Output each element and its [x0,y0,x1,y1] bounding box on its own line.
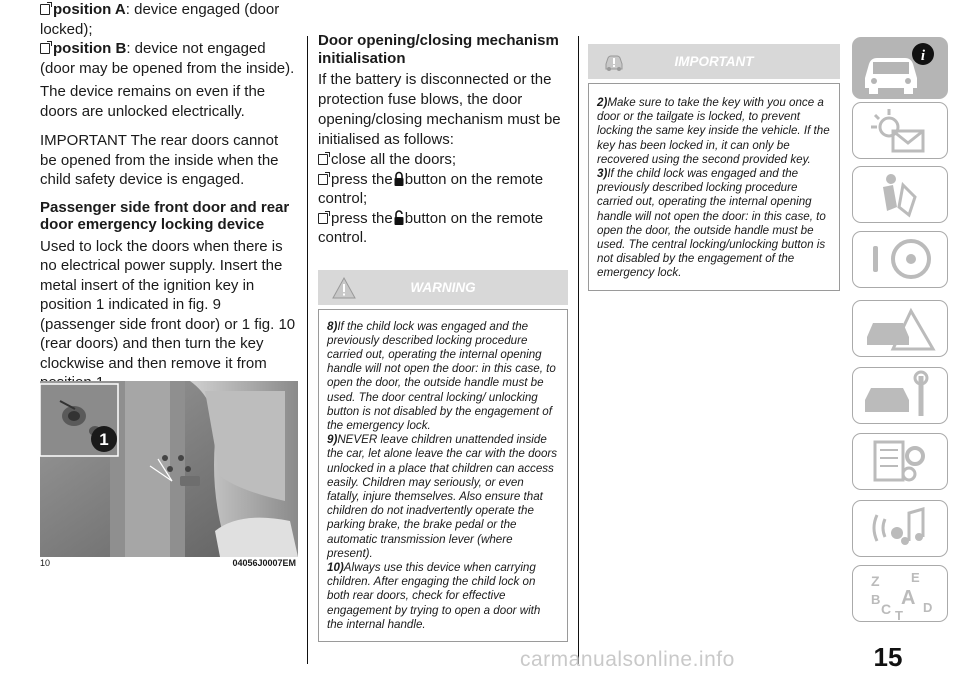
svg-text:C: C [881,601,892,617]
bullet-icon [318,213,328,224]
technical-data-icon [853,434,946,488]
bullet-icon [318,154,328,165]
tab-warning-lights[interactable] [852,102,948,159]
important-item-3: 3)If the child lock was engaged and the previously described locking procedure carried out, operating the internal opening handle will not open the door: in this case, to open the door, the outside handle must be used. The central locking/unlocking button is not disabled by the engagement of the emergency lock. [597,167,826,280]
important-box-header [588,44,840,79]
warning-box-body [318,309,568,642]
svg-text:i: i [920,48,926,64]
warning-box-header [318,270,568,305]
paragraph-device-remains: The device remains on even if the doors are unlocked electrically. [40,83,266,120]
tab-technical-data[interactable] [852,433,948,490]
column-divider [578,36,579,664]
figure-number: 10 [40,558,51,568]
steering-wheel-icon [853,232,946,286]
figure-door-lock-photo [40,381,298,557]
paragraph-important-rear-doors: IMPORTANT The rear doors cannot be opened from the inside when the child safety device is engaged. [40,132,279,188]
important-item-2: 2)Make sure to take the key with you once a door or the tailgate is locked, to prevent locking the same key inside the vehicle. If the key has been locked in, it can only be recovered using the second provided key. [597,96,830,166]
emergency-icon [853,301,946,355]
column-divider [307,36,308,664]
warning-item-9: 9)NEVER leave children unattended inside the car, let alone leave the car with the doors unlocked in a place that children can access easily. Children may seriously, or even fatally, injure themselves. Also ensure that children do not inadvertently operate the parking brake, the brake pedal or the automatic transmission lever (where present). [327,433,558,560]
car-warning-icon [602,50,626,74]
figure-callout-number: 1 [99,430,109,449]
step-close-doors: close all the doors; [318,150,568,170]
important-title: IMPORTANT [674,54,754,69]
section-heading-emergency-lock: Passenger side front door and rear door emergency locking device [40,198,290,233]
warning-lights-icon [853,103,946,157]
right-column [588,0,840,291]
svg-text:A: A [901,587,916,609]
svg-text:T: T [895,608,903,622]
tab-maintenance[interactable] [852,367,948,424]
unlock-icon [394,210,404,226]
safety-seat-icon [853,167,946,221]
alphabetical-index-icon [853,566,946,622]
tab-safety[interactable] [852,166,948,223]
bullet-icon [40,43,50,54]
tab-emergency[interactable] [852,300,948,357]
watermark: carmanualsonline.info [520,648,735,671]
bullet-icon [40,4,50,15]
warning-triangle-icon [332,276,356,300]
step-press-unlock: press the button on the remote control. [318,209,544,246]
paragraph-initialisation-intro: If the battery is disconnected or the protection fuse blows, the door opening/closing mechanism must be initialised as follows: [318,71,561,148]
multimedia-icon [853,501,946,555]
page-number: 15 [873,642,903,672]
important-box-body [588,83,840,291]
svg-text:B: B [871,592,881,607]
tab-index[interactable] [852,565,948,622]
step-press-lock: press the button on the remote control; [318,170,544,207]
figure-code: 04056J0007EM [232,558,296,568]
warning-title: WARNING [410,279,476,295]
bullet-position-b: position B: device not engaged (door may be opened from the inside). [40,40,295,77]
left-column [40,0,298,568]
warning-item-10: 10)Always use this device when carrying children. After engaging the child lock on both rear doors, check for effective engagement by trying to open a door with the internal handle. [327,560,541,631]
middle-column [318,0,568,642]
warning-item-8: 8)If the child lock was engaged and the previously described locking procedure carried out, operating the internal opening handle will not open the door: in this case, to open the door, the outside handle must be used. The door central locking/ unlocking button is not disabled by the engagement of the emergency lock. [327,319,556,432]
bullet-icon [318,174,328,185]
tab-getting-to-know-car[interactable] [852,37,948,99]
car-info-icon [853,38,946,98]
section-heading-initialisation: Door opening/closing mechanism initialisation [318,32,559,67]
svg-text:E: E [911,570,920,585]
lock-icon [394,171,404,187]
bullet-position-a: position A: device engaged (door locked); [40,1,280,38]
svg-text:Z: Z [871,573,880,589]
tab-multimedia[interactable] [852,500,948,557]
car-wrench-icon [853,368,946,422]
paragraph-emergency-lock-usage: Used to lock the doors when there is no electrical power supply. Insert the metal insert of the ignition key in position 1 indicated in fig. 9 (passenger side front door) or 1 fig. 10 (rear doors) and then turn the key clockwise and then remove it from [40,237,296,372]
tab-starting-driving[interactable] [852,231,948,288]
svg-text:D: D [923,600,933,615]
